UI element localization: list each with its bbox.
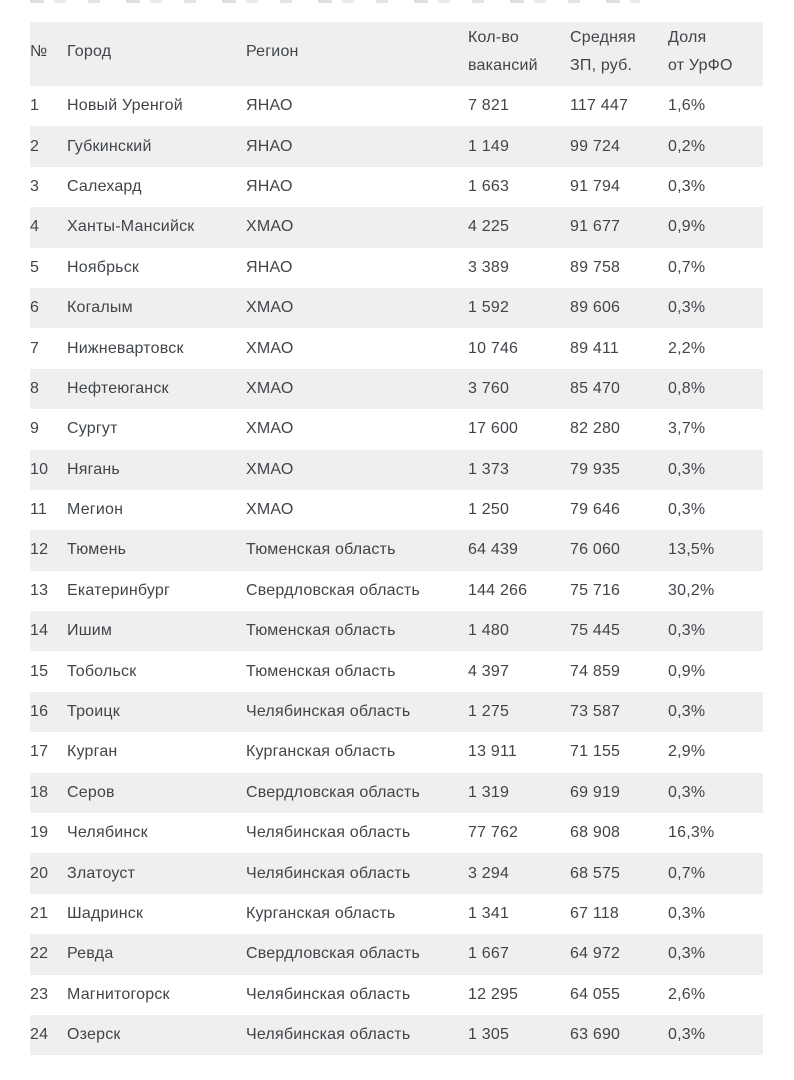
salary-cell: 89 411 [570, 339, 619, 357]
city-cell: Екатеринбург [67, 581, 171, 599]
header-vacancies-label-line1: Кол-во [468, 29, 519, 46]
table-row [30, 450, 763, 490]
vacancies-cell: 1 663 [468, 177, 510, 195]
region-cell: ЯНАО [246, 177, 293, 195]
share-cell: 0,7% [668, 258, 706, 276]
salary-cell: 117 447 [570, 97, 629, 115]
region-cell: Челябинская область [246, 1026, 411, 1044]
city-cell: Озерск [67, 1026, 121, 1044]
salary-cell: 99 724 [570, 137, 621, 155]
row-number: 22 [30, 945, 49, 963]
table-row [30, 288, 763, 328]
table-header-row [30, 22, 763, 86]
share-cell: 0,3% [668, 945, 706, 963]
region-cell: ЯНАО [246, 258, 293, 276]
share-cell: 0,8% [668, 379, 706, 397]
header-number [30, 22, 67, 86]
row-number: 11 [30, 501, 48, 519]
header-region [246, 22, 468, 86]
salary-cell: 74 859 [570, 662, 621, 680]
region-cell: ХМАО [246, 420, 294, 438]
salary-cell: 91 794 [570, 177, 621, 195]
share-cell: 0,9% [668, 662, 706, 680]
city-cell: Новый Уренгой [67, 97, 183, 115]
row-number: 3 [30, 177, 40, 195]
city-cell: Шадринск [67, 905, 144, 922]
row-number: 17 [30, 743, 49, 761]
city-cell: Троицк [67, 703, 120, 721]
table-row [30, 328, 763, 368]
city-cell: Когалым [67, 299, 133, 317]
city-cell: Губкинский [67, 137, 152, 155]
region-cell: ЯНАО [246, 137, 293, 155]
salary-cell: 79 646 [570, 501, 621, 519]
region-cell: Тюменская область [246, 622, 396, 640]
row-number: 21 [30, 905, 49, 922]
salary-cell: 91 677 [570, 218, 621, 236]
vacancies-cell: 1 149 [468, 137, 510, 155]
salary-cell: 64 972 [570, 945, 621, 963]
vacancies-cell: 4 397 [468, 662, 510, 680]
vacancies-cell: 1 250 [468, 501, 510, 519]
region-cell: ХМАО [246, 339, 294, 357]
salary-cell: 73 587 [570, 703, 621, 721]
salary-cell: 75 445 [570, 622, 621, 640]
row-number: 9 [30, 420, 40, 438]
region-cell: Челябинская область [246, 824, 411, 842]
table-row [30, 248, 763, 288]
row-number: 5 [30, 258, 40, 276]
row-number: 19 [30, 824, 49, 842]
salary-cell: 64 055 [570, 985, 621, 1003]
share-cell: 0,3% [668, 905, 706, 922]
share-cell: 13,5% [668, 541, 715, 559]
vacancies-cell: 1 275 [468, 703, 510, 721]
header-number-label: № [30, 43, 48, 60]
row-number: 12 [30, 541, 49, 559]
vacancies-cell: 1 305 [468, 1026, 510, 1044]
table-row [30, 611, 763, 651]
vacancies-cell: 64 439 [468, 541, 519, 559]
row-number: 8 [30, 379, 40, 397]
vacancies-cell: 1 341 [468, 905, 510, 922]
salary-cell: 79 935 [570, 460, 621, 478]
salary-cell: 89 606 [570, 299, 621, 317]
header-salary-label-line1: Средняя [570, 29, 636, 46]
share-cell: 1,6% [668, 97, 706, 115]
region-cell: ХМАО [246, 218, 294, 236]
city-cell: Нижневартовск [67, 339, 184, 357]
row-number: 4 [30, 218, 40, 236]
salary-cell: 69 919 [570, 783, 621, 801]
salary-cell: 68 908 [570, 824, 621, 842]
salary-cell: 75 716 [570, 581, 621, 599]
region-cell: Тюменская область [246, 662, 396, 680]
header-salary [570, 22, 668, 86]
row-number: 23 [30, 985, 49, 1003]
region-cell: Свердловская область [246, 945, 420, 963]
share-cell: 0,3% [668, 460, 706, 478]
region-cell: Челябинская область [246, 985, 411, 1003]
share-cell: 16,3% [668, 824, 715, 842]
table-row [30, 732, 763, 772]
cities-vacancies-table [30, 22, 763, 1055]
row-number: 13 [30, 581, 49, 599]
region-cell: ЯНАО [246, 97, 293, 115]
salary-cell: 76 060 [570, 541, 621, 559]
table-row [30, 571, 763, 611]
salary-cell: 63 690 [570, 1026, 621, 1044]
share-cell: 0,3% [668, 783, 706, 801]
city-cell: Ханты-Мансийск [67, 218, 195, 236]
salary-cell: 71 155 [570, 743, 621, 761]
vacancies-cell: 144 266 [468, 581, 528, 599]
share-cell: 2,9% [668, 743, 706, 761]
table-row [30, 934, 763, 974]
city-cell: Нефтеюганск [67, 379, 169, 397]
row-number: 2 [30, 137, 40, 155]
table-row [30, 692, 763, 732]
row-number: 10 [30, 460, 49, 478]
city-cell: Ишим [67, 622, 113, 640]
city-cell: Серов [67, 783, 115, 801]
region-cell: ХМАО [246, 379, 294, 397]
share-cell: 0,3% [668, 622, 706, 640]
vacancies-cell: 7 821 [468, 97, 510, 115]
table-row [30, 409, 763, 449]
share-cell: 0,3% [668, 299, 706, 317]
region-cell: Челябинская область [246, 703, 411, 721]
row-number: 16 [30, 703, 49, 721]
header-vacancies [468, 22, 570, 86]
city-cell: Магнитогорск [67, 985, 170, 1003]
share-cell: 2,2% [668, 339, 706, 357]
vacancies-cell: 10 746 [468, 339, 519, 357]
city-cell: Златоуст [67, 864, 136, 882]
table-row [30, 894, 763, 934]
city-cell: Курган [67, 743, 118, 761]
cropped-text-artifact [30, 0, 640, 3]
table-row [30, 530, 763, 570]
header-salary-label-line2: ЗП, руб. [570, 57, 633, 74]
vacancies-cell: 17 600 [468, 420, 519, 438]
city-cell: Мегион [67, 501, 124, 519]
header-city [67, 22, 246, 86]
vacancies-cell: 1 480 [468, 622, 510, 640]
vacancies-cell: 4 225 [468, 218, 510, 236]
row-number: 1 [30, 97, 40, 115]
region-cell: Курганская область [246, 905, 396, 922]
city-cell: Салехард [67, 177, 142, 195]
table-row [30, 1015, 763, 1055]
salary-cell: 67 118 [570, 905, 619, 922]
vacancies-cell: 3 294 [468, 864, 510, 882]
table-row [30, 853, 763, 893]
share-cell: 0,3% [668, 177, 706, 195]
vacancies-cell: 77 762 [468, 824, 519, 842]
city-cell: Тюмень [67, 541, 127, 559]
city-cell: Ревда [67, 945, 114, 963]
row-number: 18 [30, 783, 49, 801]
row-number: 15 [30, 662, 49, 680]
table-row [30, 167, 763, 207]
table-row [30, 490, 763, 530]
region-cell: Свердловская область [246, 581, 420, 599]
share-cell: 30,2% [668, 581, 715, 599]
city-cell: Ноябрьск [67, 258, 140, 276]
salary-cell: 89 758 [570, 258, 621, 276]
vacancies-cell: 12 295 [468, 985, 519, 1003]
share-cell: 0,7% [668, 864, 706, 882]
row-number: 20 [30, 864, 49, 882]
region-cell: ХМАО [246, 460, 294, 478]
share-cell: 0,3% [668, 1026, 706, 1044]
vacancies-cell: 3 389 [468, 258, 510, 276]
region-cell: ХМАО [246, 299, 294, 317]
row-number: 7 [30, 339, 40, 357]
city-cell: Челябинск [67, 824, 148, 842]
table-row [30, 369, 763, 409]
table-row [30, 207, 763, 247]
city-cell: Нягань [67, 460, 120, 478]
region-cell: ХМАО [246, 501, 294, 519]
share-cell: 0,3% [668, 703, 706, 721]
vacancies-cell: 1 592 [468, 299, 510, 317]
vacancies-cell: 1 373 [468, 460, 510, 478]
table-row [30, 975, 763, 1015]
table-row [30, 813, 763, 853]
header-share-label-line1: Доля [668, 29, 707, 46]
vacancies-cell: 3 760 [468, 379, 510, 397]
salary-cell: 68 575 [570, 864, 621, 882]
vacancies-cell: 13 911 [468, 743, 517, 761]
table-row [30, 773, 763, 813]
header-share-label-line2: от УрФО [668, 57, 733, 74]
table-row [30, 651, 763, 691]
salary-cell: 85 470 [570, 379, 621, 397]
share-cell: 3,7% [668, 420, 706, 438]
region-cell: Курганская область [246, 743, 396, 761]
region-cell: Челябинская область [246, 864, 411, 882]
header-city-label: Город [67, 43, 112, 60]
header-share [668, 22, 763, 86]
row-number: 14 [30, 622, 49, 640]
share-cell: 0,9% [668, 218, 706, 236]
region-cell: Тюменская область [246, 541, 396, 559]
share-cell: 0,2% [668, 137, 706, 155]
table-row [30, 126, 763, 166]
share-cell: 2,6% [668, 985, 706, 1003]
header-vacancies-label-line2: вакансий [468, 57, 538, 74]
vacancies-cell: 1 667 [468, 945, 510, 963]
vacancies-cell: 1 319 [468, 783, 510, 801]
share-cell: 0,3% [668, 501, 706, 519]
city-cell: Сургут [67, 420, 118, 438]
table-body [30, 86, 763, 1055]
region-cell: Свердловская область [246, 783, 420, 801]
row-number: 6 [30, 299, 40, 317]
table-row [30, 86, 763, 126]
header-region-label: Регион [246, 43, 299, 60]
row-number: 24 [30, 1026, 49, 1044]
city-cell: Тобольск [67, 662, 137, 680]
salary-cell: 82 280 [570, 420, 621, 438]
